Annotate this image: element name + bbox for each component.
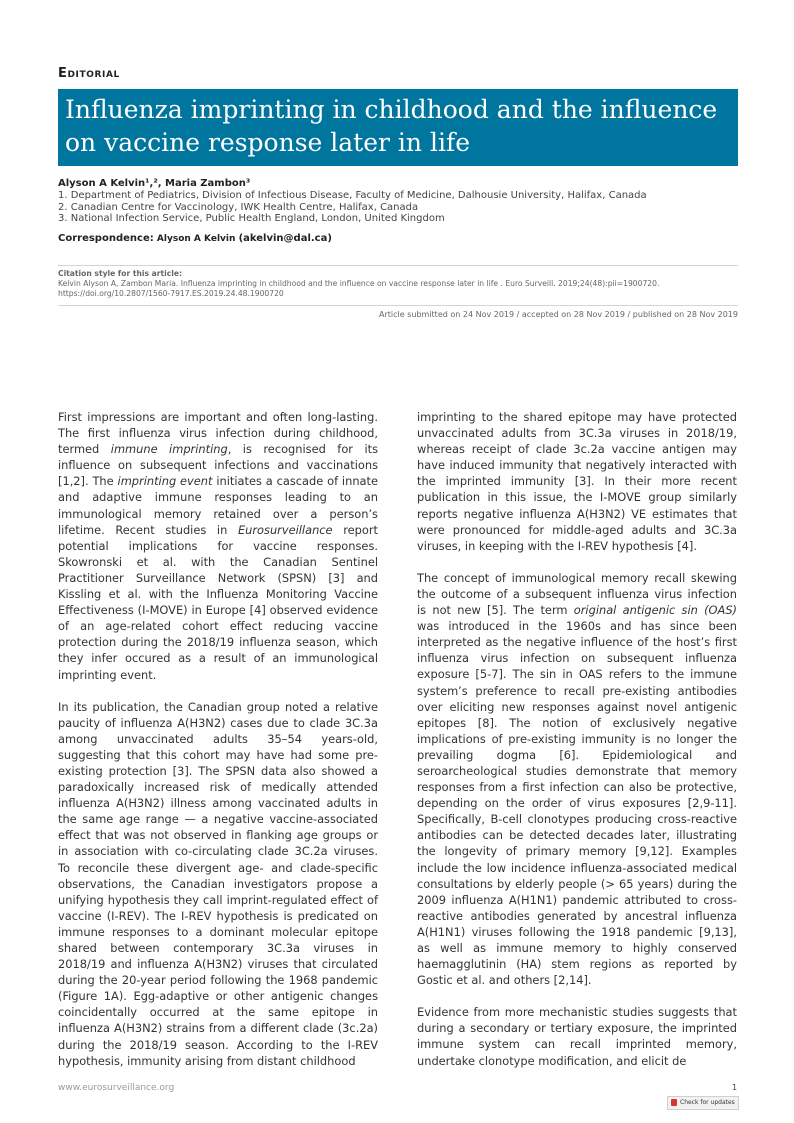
correspondence-label: Correspondence: [58, 233, 154, 244]
citation-block [58, 269, 748, 299]
divider [58, 265, 738, 266]
citation-text: Kelvin Alyson A, Zambon Maria. Influenza imprinting in childhood and the influence on vaccine response later in life . Euro Surveill. 2019;24(48):pii=1900720. [58, 279, 660, 288]
footer-url-link[interactable]: www.eurosurveillance.org [58, 1083, 175, 1093]
divider [58, 305, 738, 306]
doi-link[interactable]: https://doi.org/10.2807/1560-7917.ES.2019.24.48.1900720 [58, 289, 284, 298]
correspondence-email-link[interactable]: (akelvin@dal.ca) [238, 233, 332, 244]
body-paragraph: imprinting to the shared epitope may have protected unvaccinated adults from 3C.3a viruses in 2018/19, whereas receipt of clade 3c.2a vaccine antigen may have induced immunity that negatively interacted with the imprinted immunity [3]. In their more recent publication in this issue, the I-MOVE group similarly reports negative influenza A(H3N2) VE estimates that were pronounced for middle-aged adults and 3C.3a viruses, in keeping with the I-REV hypothesis [4]. [417, 410, 737, 553]
affiliation-item: 3. National Infection Service, Public Health England, London, United Kingdom [58, 213, 445, 225]
title-banner [58, 89, 738, 166]
body-column-right [417, 409, 737, 1085]
page-number: 1 [732, 1083, 738, 1092]
section-label: Editorial [58, 66, 120, 81]
author-list: Alyson A Kelvin¹,², Maria Zambon³ [58, 178, 251, 189]
affiliation-item: 2. Canadian Centre for Vaccinology, IWK Health Centre, Halifax, Canada [58, 201, 419, 213]
affiliation-item: 1. Department of Pediatrics, Division of Infectious Disease, Faculty of Medicine, Dalhousie University, Halifax, Canada [58, 190, 647, 201]
article-title: Influenza imprinting in childhood and the influence on vaccine response later in life [65, 95, 718, 157]
affiliation-list [58, 190, 647, 225]
article-dates: Article submitted on 24 Nov 2019 / accepted on 28 Nov 2019 / published on 28 Nov 2019 [379, 310, 738, 319]
body-paragraph: The concept of immunological memory recall skewing the outcome of a subsequent influenza virus infection is not new [5]. The term original antigenic sin (OAS) was introduced in the 1960s and has since been interpreted as the negative influence of the host’s first influenza virus infection on subsequent influenza exposure [5-7]. The sin in OAS refers to the immune system’s preference to recall pre-existing antibodies over eliciting new responses against novel antigenic epitopes [8]. The notion of exclusively negative implications of pre-existing immunity is no longer the prevailing dogma [6]. Epidemiological and seroarcheological studies demonstrate that memory responses from a first infection can also be protective, depending on the order of virus exposures [2,9-11]. Specifically, B-cell clonotypes producing cross-reactive antibodies can be detected decades later, illustrating the longevity of primary memory [9,12]. Examples include the low incidence influenza-associated medical consultations by elderly people (> 65 years) during the 2009 influenza A(H1N1) pandemic attributed to cross-reactive antibodies generated by ancestral influenza A(H1N1) viruses following the 1918 pandemic [9,13], as well as immune memory to highly conserved haemagglutinin (HA) stem regions as reported by Gostic et al. and others [2,14]. [417, 570, 737, 988]
body-column-left [58, 409, 378, 1085]
check-for-updates-button[interactable] [667, 1096, 739, 1110]
correspondence-name: Alyson A Kelvin [156, 234, 236, 244]
correspondence [58, 233, 332, 244]
check-for-updates-label: Check for updates [680, 1099, 735, 1106]
bookmark-icon [671, 1099, 677, 1106]
citation-heading: Citation style for this article: [58, 269, 183, 278]
body-paragraph: Evidence from more mechanistic studies suggests that during a secondary or tertiary exposure, the imprinted immune system can recall imprinted memory, undertake clonotype modification, and elicit de [417, 1005, 737, 1068]
body-paragraph: First impressions are important and often long-lasting. The first influenza virus infection during childhood, termed immune imprinting, is recognised for its influence on subsequent infections and vaccinations [1,2]. The imprinting event initiates a cascade of innate and adaptive immune responses leading to an immunological memory retained over a person’s lifetime. Recent studies in Eurosurveillance report potential implications for vaccine responses. Skowronski et al. with the Canadian Sentinel Practitioner Surveillance Network (SPSN) [3] and Kissling et al. with the Influenza Monitoring Vaccine Effectiveness (I-MOVE) in Europe [4] observed evidence of an age-related cohort effect reducing vaccine protection during the 2018/19 influenza season, which they infer occured as a result of an immunological imprinting event. [58, 410, 379, 682]
body-paragraph: In its publication, the Canadian group noted a relative paucity of influenza A(H3N2) cases due to clade 3C.3a among unvaccinated adults 35–54 years-old, suggesting that this cohort may have had some pre-existing protection [3]. The SPSN data also showed a paradoxically increased risk of medically attended influenza A(H3N2) illness among vaccinated adults in the same age range — a negative vaccine-associated effect that was not observed in flanking age groups or in association with co-circulating clade 3C.2a viruses. To reconcile these divergent age- and clade-specific observations, the Canadian investigators propose a unifying hypothesis they call imprint-regulated effect of vaccine (I-REV). The I-REV hypothesis is predicated on immune responses to a dominant molecular epitope shared between contemporary 3C.3a viruses in 2018/19 and influenza A(H3N2) viruses that circulated during the 20-year period following the 1968 pandemic (Figure 1A). Egg-adaptive or other antigenic changes coincidentally occurred at the same epitope in influenza A(H3N2) strains from a different clade (3c.2a) during the 2018/19 season. According to the I-REV hypothesis, immunity arising from distant childhood [58, 699, 378, 1068]
